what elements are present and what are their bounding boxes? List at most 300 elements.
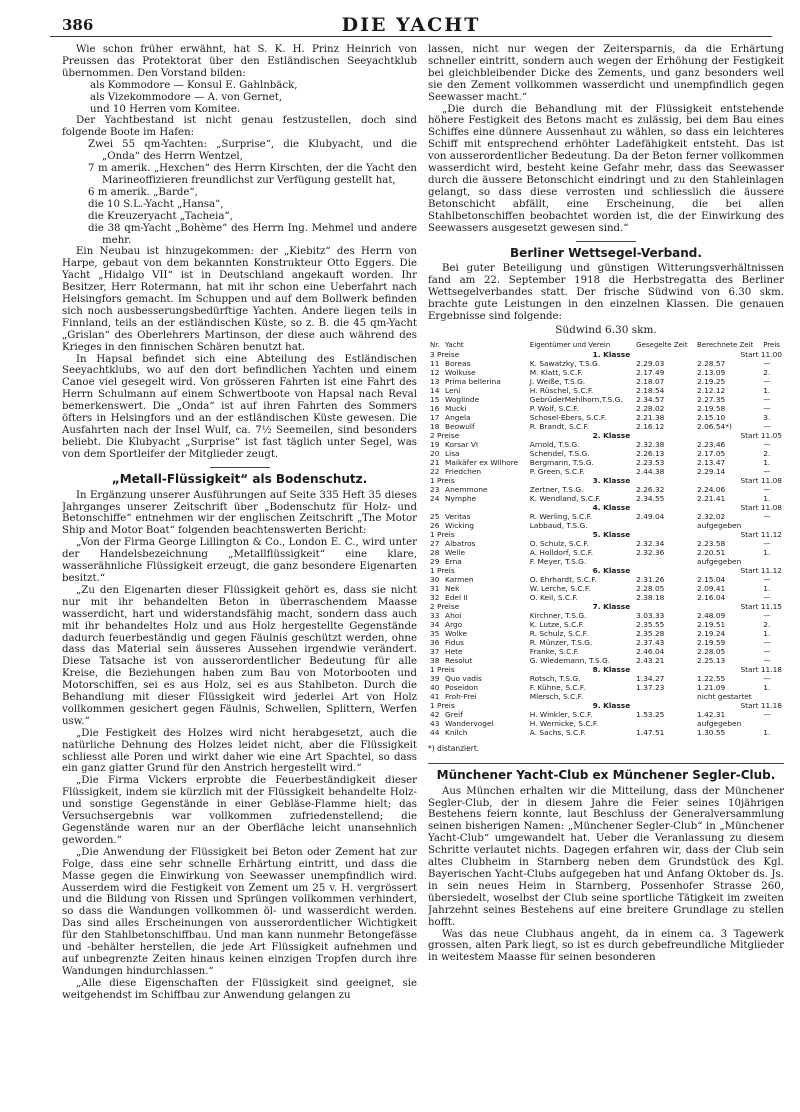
table-cell: W. Lerche, S.C.F. bbox=[529, 583, 591, 593]
table-cell: 2.35.55 bbox=[636, 619, 665, 629]
table-cell: 1.37.23 bbox=[636, 682, 665, 692]
table-cell: — bbox=[763, 394, 771, 404]
table-cell: Angela bbox=[445, 412, 471, 422]
table-cell: Zertner, T.S.G. bbox=[529, 484, 584, 494]
table-cell: 2.32.34 bbox=[636, 538, 665, 548]
article-paragraph: „Alle diese Eigenschaften der Flüssigkeit sind geeignet, sie weitgehendst im Schiffbau zur Anwendung gelangen zu bbox=[62, 977, 417, 1001]
table-cell: R. Brandt, S.C.F. bbox=[529, 421, 589, 431]
table-cell: 2.38.18 bbox=[636, 592, 665, 602]
table-cell: Lisa bbox=[445, 448, 460, 458]
table-cell: — bbox=[763, 403, 771, 413]
table-cell: 2.21.41 bbox=[697, 493, 726, 503]
table-cell: 1. bbox=[763, 385, 771, 395]
table-row bbox=[428, 620, 784, 629]
table-cell: Prima bellerina bbox=[445, 376, 501, 386]
table-row bbox=[428, 692, 784, 701]
table-cell: 2.43.21 bbox=[636, 655, 665, 665]
table-cell: 30 bbox=[430, 574, 440, 584]
table-cell: 2.13.09 bbox=[697, 367, 726, 377]
table-row bbox=[428, 710, 784, 719]
class-start: Start 11.18 bbox=[740, 700, 782, 710]
table-cell: Beowulf bbox=[445, 421, 475, 431]
table-cell: 2.19.25 bbox=[697, 376, 726, 386]
table-cell: 21 bbox=[430, 457, 440, 467]
table-cell: Welle bbox=[445, 547, 466, 557]
body-paragraph: Aus München erhalten wir die Mitteilung, dass der Münchener Segler-Club, der in diesem Jahre die Feier seines 10jährigen Bestehens feiern konnte, laut Beschluss der Generalversammlung seinen bisherigen Namen: „Münchener Segler-Club“ in „Münchener Yacht-Club“ umgewandelt hat. Ueber die Veranlassung zu diesem Schritte verlautet nichts. Dagegen erfahren wir, dass der Club sein altes Clubheim in Starnberg neben dem Grundstück des Kgl. Bayerischen Yacht-Clubs aufgegeben hat und Anfang Oktober ds. Js. in sein neues Heim in Starnberg, Possenhofer Strasse 260, übersiedelt, woselbst der Club seine sportliche Tätigkeit im zweiten Jahrzehnt seines Bestehens auf eine breitere Grundlage zu stellen hofft. bbox=[428, 785, 784, 928]
table-cell: 18 bbox=[430, 421, 440, 431]
class-label: 6. Klasse bbox=[592, 565, 631, 575]
section-divider bbox=[210, 467, 270, 468]
class-prizes: 1 Preis bbox=[430, 475, 455, 485]
table-cell: 2.23.53 bbox=[636, 457, 665, 467]
table-cell: 1.42.31 bbox=[697, 709, 726, 719]
table-cell: — bbox=[763, 709, 771, 719]
footnote: *) distanziert. bbox=[428, 743, 480, 753]
table-cell: 17 bbox=[430, 412, 440, 422]
table-row bbox=[428, 638, 784, 647]
table-cell: Maikäfer ex Wilhore bbox=[445, 457, 519, 467]
class-header-row bbox=[428, 701, 784, 710]
table-cell: 2.23.58 bbox=[697, 538, 726, 548]
table-row bbox=[428, 359, 784, 368]
table-cell: 2.18.54 bbox=[636, 385, 665, 395]
table-cell: 1. bbox=[763, 547, 771, 557]
fleet-item: 7 m amerik. „Hexchen“ des Herrn Kirschten, der die Yacht den Marineoffizieren freundlichst zur Verfügung gestellt hat, bbox=[88, 163, 417, 186]
table-cell: 2.18.07 bbox=[636, 376, 665, 386]
table-cell: 1. bbox=[763, 457, 771, 467]
table-cell: H. Winkler, S.C.F. bbox=[529, 709, 593, 719]
table-cell: 1.34.27 bbox=[636, 673, 665, 683]
table-cell: 16 bbox=[430, 403, 440, 413]
class-label: 1. Klasse bbox=[592, 349, 631, 359]
table-cell: Nek bbox=[445, 583, 460, 593]
table-cell: 24 bbox=[430, 493, 440, 503]
table-cell: 2.28.05 bbox=[636, 583, 665, 593]
class-prizes: 2 Preise bbox=[430, 430, 460, 440]
table-cell: 2.20.51 bbox=[697, 547, 726, 557]
table-cell: 2.37.43 bbox=[636, 637, 665, 647]
club-heading: Münchener Yacht-Club ex Münchener Segler-Club. bbox=[436, 767, 776, 782]
table-cell: Boreas bbox=[445, 358, 471, 368]
table-cell: Veritas bbox=[445, 511, 471, 521]
table-cell: 1. bbox=[763, 583, 771, 593]
table-row bbox=[428, 674, 784, 683]
table-cell: Wolkuse bbox=[445, 367, 476, 377]
table-cell: R. Schulz, S.C.F. bbox=[529, 628, 589, 638]
table-cell bbox=[634, 521, 695, 530]
table-cell: 35 bbox=[430, 628, 440, 638]
table-cell: 2.17.49 bbox=[636, 367, 665, 377]
table-cell: GebrüderMehlhorn,T.S.G. bbox=[529, 394, 623, 404]
table-cell: 1.21.09 bbox=[697, 682, 726, 692]
class-label: 3. Klasse bbox=[592, 475, 631, 485]
table-cell: 2.28.05 bbox=[697, 646, 726, 656]
table-row bbox=[428, 485, 784, 494]
class-start: Start 11.08 bbox=[740, 502, 782, 512]
table-cell: Argo bbox=[445, 619, 463, 629]
table-cell: 42 bbox=[430, 709, 440, 719]
article-paragraph: In Ergänzung unserer Ausführungen auf Seite 335 Heft 35 dieses Jahrganges unserer Zeitschrift über „Bodenschutz für Holz- und Betonschiffe“ entnehmen wir der englischen Zeitschrift „The Motor Ship and Motor Boat“ folgenden beachtenswerten Bericht: bbox=[62, 489, 417, 537]
col-header: Eigentümer und Verein bbox=[529, 340, 611, 349]
class-label: 5. Klasse bbox=[592, 529, 631, 539]
table-cell: Poseidon bbox=[445, 682, 479, 692]
table-cell: Schendel, T.S.G. bbox=[529, 448, 590, 458]
table-cell: 26 bbox=[430, 520, 440, 530]
page-header bbox=[50, 12, 772, 38]
table-cell: 15 bbox=[430, 394, 440, 404]
regatta-heading: Berliner Wettsegel-Verband. bbox=[510, 245, 702, 260]
table-cell: R. Münzer, T.S.G. bbox=[529, 637, 593, 647]
table-row bbox=[428, 377, 784, 386]
table-cell: 2. bbox=[763, 619, 771, 629]
class-header-row bbox=[428, 566, 784, 575]
table-cell: K. Wendland, S.C.F. bbox=[529, 493, 601, 503]
table-cell: 43 bbox=[430, 718, 440, 728]
table-cell: 2.19.59 bbox=[697, 637, 726, 647]
class-prizes: 1 Preis bbox=[430, 565, 455, 575]
table-cell: Quo vadis bbox=[445, 673, 482, 683]
table-cell: 2.25.13 bbox=[697, 655, 726, 665]
fleet-item: die Kreuzeryacht „Tacheia“, bbox=[88, 210, 233, 222]
table-cell: 2.19.24 bbox=[697, 628, 726, 638]
table-cell: aufgegeben bbox=[697, 718, 742, 728]
table-cell: 1.53.25 bbox=[636, 709, 665, 719]
table-row bbox=[428, 449, 784, 458]
table-cell: Wicking bbox=[445, 520, 475, 530]
table-cell: 2.35.28 bbox=[636, 628, 665, 638]
table-cell: 2.27.35 bbox=[697, 394, 726, 404]
left-column bbox=[62, 44, 417, 1104]
table-cell: 2.26.32 bbox=[636, 484, 665, 494]
article-heading: „Metall-Flüssigkeit“ als Bodenschutz. bbox=[111, 471, 368, 486]
article-paragraph: „Die Anwendung der Flüssigkeit bei Beton oder Zement hat zur Folge, dass eine sehr schnelle Erhärtung eintritt, und dass die Masse gegen die Einwirkung von Seewasser unempfindlich wird. Ausserdem wird die Festigkeit von Zement um 25 v. H. vergrössert und die Bildung von Rissen und Sprüngen vollkommen verhindert, so dass die Wandungen vollkommen öl- und wasserdicht werden. Das sind alles Erscheinungen von ausserordentlicher Wichtigkeit für den Stahlbetonschiffbau. Und man kann nunmehr Betongefässe und -behälter herstellen, die jede Art Flüssigkeit aufnehmen und auf unbegrenzte Zeiten hinaus keinen einzigen Tropfen durch ihre Wandungen hindurchlassen.“ bbox=[62, 846, 417, 977]
table-cell: 2. bbox=[763, 448, 771, 458]
table-cell: F. Meyer, T.S.G. bbox=[529, 556, 587, 566]
table-row bbox=[428, 656, 784, 665]
table-cell: Albatros bbox=[445, 538, 476, 548]
header-rule bbox=[50, 36, 772, 37]
table-cell: 40 bbox=[430, 682, 440, 692]
table-cell: 2.23.46 bbox=[697, 439, 726, 449]
table-row bbox=[428, 683, 784, 692]
col-header: Berechnete Zeit bbox=[697, 340, 754, 349]
table-cell: 2. bbox=[763, 367, 771, 377]
journal-title: DIE YACHT bbox=[341, 14, 481, 36]
class-header-row bbox=[428, 503, 784, 512]
table-cell: nicht gestartet bbox=[697, 691, 752, 701]
table-row bbox=[428, 494, 784, 503]
table-cell: — bbox=[763, 592, 771, 602]
table-cell: G. Wiedemann, T.S.G. bbox=[529, 655, 611, 665]
table-cell: 1.47.51 bbox=[636, 727, 665, 737]
table-cell: Resolut bbox=[445, 655, 473, 665]
table-cell: 2.46.04 bbox=[636, 646, 665, 656]
table-cell: 37 bbox=[430, 646, 440, 656]
class-header-row bbox=[428, 350, 784, 359]
table-cell: — bbox=[763, 484, 771, 494]
col-header: Preis bbox=[763, 340, 780, 349]
table-cell: O. Keil, S.C.F. bbox=[529, 592, 578, 602]
table-row bbox=[428, 413, 784, 422]
class-start: Start 11.05 bbox=[740, 430, 782, 440]
class-prizes: 1 Preis bbox=[430, 700, 455, 710]
table-row bbox=[428, 386, 784, 395]
table-row bbox=[428, 404, 784, 413]
table-row bbox=[428, 557, 784, 566]
table-cell bbox=[634, 692, 695, 701]
table-row bbox=[428, 512, 784, 521]
table-cell: aufgegeben bbox=[697, 520, 742, 530]
class-label: 2. Klasse bbox=[592, 430, 631, 440]
class-label: 8. Klasse bbox=[592, 664, 631, 674]
fleet-item: die 10 S.L.-Yacht „Hansa“, bbox=[88, 198, 224, 210]
table-cell: 2.17.05 bbox=[697, 448, 726, 458]
table-cell: 2.31.26 bbox=[636, 574, 665, 584]
fleet-item: die 38 qm-Yacht „Bohème“ des Herrn Ing. Mehmel und andere mehr. bbox=[88, 222, 417, 246]
table-cell: 2.32.02 bbox=[697, 511, 726, 521]
body-paragraph: In Hapsal befindet sich eine Abteilung des Estländischen Seeyachtklubs, wo auf den dort befindlichen Yachten und einem Canoe viel gesegelt wird. Von grösseren Fahrten ist eine Fahrt des Herrn Schulmann auf einem Schwertboote von Hapsal nach Reval bemerkenswert. Die „Onda“ ist auf ihren Fahrten des Sommers öfters in Helsingfors und an der estländischen Küste gewesen. Die Ausfahrten nach der Insel Wulf, ca. 7½ Seemeilen, sind besonders beliebt. Die Klubyacht „Surprise“ ist fast täglich unter Segel, was von dem Sportleifer der Mitglieder zeugt. bbox=[62, 353, 417, 460]
table-cell: H. Wernicke, S.C.F. bbox=[529, 718, 599, 728]
table-cell: 31 bbox=[430, 583, 440, 593]
table-cell: 2.49.04 bbox=[636, 511, 665, 521]
fleet-item: Zwei 55 qm-Yachten: „Surprise“, die Klubyacht, und die „Onda“ des Herrn Wentzel, bbox=[88, 139, 417, 163]
table-cell: 23 bbox=[430, 484, 440, 494]
table-cell: 2.21.38 bbox=[636, 412, 665, 422]
class-prizes: 2 Preise bbox=[430, 601, 460, 611]
table-cell: H. Rüschel, S.C.F. bbox=[529, 385, 594, 395]
class-start: Start 11.08 bbox=[740, 475, 782, 485]
table-cell: 1. bbox=[763, 682, 771, 692]
results-body bbox=[428, 350, 784, 737]
table-cell bbox=[761, 521, 784, 530]
table-cell: 2.13.47 bbox=[697, 457, 726, 467]
table-cell: Miersch, S.C.F. bbox=[529, 691, 584, 701]
table-cell: 33 bbox=[430, 610, 440, 620]
table-cell: P. Wolf, S.C.F. bbox=[529, 403, 579, 413]
table-cell: 1.30.55 bbox=[697, 727, 726, 737]
class-start: Start 11.15 bbox=[740, 601, 782, 611]
table-row bbox=[428, 584, 784, 593]
table-cell: Korsar VI bbox=[445, 439, 479, 449]
article-paragraph: „Von der Firma George Lillington & Co., London E. C., wird unter der Handelsbezeichnung „Metallflüssigkeit“ eine klare, wasserähnliche Flüssigkeit erzeugt, die ganz besondere Eigenarten besitzt.“ bbox=[62, 537, 417, 584]
table-row bbox=[428, 539, 784, 548]
class-header-row bbox=[428, 602, 784, 611]
table-cell: — bbox=[763, 421, 771, 431]
table-cell: Fidus bbox=[445, 637, 465, 647]
table-row bbox=[428, 395, 784, 404]
table-cell: 22 bbox=[430, 466, 440, 476]
table-cell: Labbaud, T.S.G. bbox=[529, 520, 588, 530]
table-cell: R. Werling, S.C.F. bbox=[529, 511, 592, 521]
results-header-row bbox=[428, 341, 784, 350]
page-number: 386 bbox=[62, 16, 94, 34]
class-start: Start 11.12 bbox=[740, 529, 782, 539]
table-row bbox=[428, 458, 784, 467]
fleet-item: 6 m amerik. „Barde“, bbox=[88, 186, 198, 198]
table-cell: 3. bbox=[763, 412, 771, 422]
table-cell: Franke, S.C.F. bbox=[529, 646, 579, 656]
table-cell: 2.44.38 bbox=[636, 466, 665, 476]
table-cell: Woglinde bbox=[445, 394, 480, 404]
table-cell: Bergmann, T.S.G. bbox=[529, 457, 594, 467]
table-row bbox=[428, 611, 784, 620]
table-cell: P. Green, S.C.F. bbox=[529, 466, 585, 476]
table-cell: 34 bbox=[430, 619, 440, 629]
table-cell: 1. bbox=[763, 628, 771, 638]
table-cell: Edel II bbox=[445, 592, 468, 602]
table-cell: 2.29.14 bbox=[697, 466, 726, 476]
table-cell: — bbox=[763, 466, 771, 476]
board-line: als Kommodore — Konsul E. Gahlnbäck, bbox=[90, 79, 298, 91]
table-cell: Knilch bbox=[445, 727, 468, 737]
table-cell: 41 bbox=[430, 691, 440, 701]
table-cell: 2.06.54*) bbox=[697, 421, 732, 431]
table-cell: — bbox=[763, 655, 771, 665]
article-paragraph: „Die Firma Vickers erprobte die Feuerbeständigkeit dieser Flüssigkeit, indem sie kürzlich mit der Flüssigkeit behandelte Holz- und sonstige Gegenstände in einer Gebläse-Flamme hielt; das Versuchsergebnis war vollkommen zufriedenstellend; die Gegenstände waren nur an der Oberfläche leicht unansehnlich geworden.“ bbox=[62, 775, 417, 846]
table-cell: Hete bbox=[445, 646, 463, 656]
table-cell: 2.48.09 bbox=[697, 610, 726, 620]
section-divider bbox=[576, 241, 636, 242]
table-cell: 2.16.04 bbox=[697, 592, 726, 602]
table-cell: 20 bbox=[430, 448, 440, 458]
table-row bbox=[428, 593, 784, 602]
table-row bbox=[428, 629, 784, 638]
table-cell: — bbox=[763, 673, 771, 683]
table-cell: 2.32.36 bbox=[636, 547, 665, 557]
table-cell: O. Schulz, S.C.F. bbox=[529, 538, 589, 548]
table-cell: Wolke bbox=[445, 628, 468, 638]
table-cell bbox=[761, 557, 784, 566]
continued-paragraph: lassen, nicht nur wegen der Zeitersparnis, da die Erhärtung schneller eintritt, sondern auch wegen der Erhöhung der Festigkeit bei gleichbleibender Dicke des Zements, und ganz besonders weil sie den Zement vollkommen wasserdicht und unempfindlich gegen Seewasser macht.“ bbox=[428, 44, 784, 103]
table-cell: 2.28.02 bbox=[636, 403, 665, 413]
body-paragraph: Ein Neubau ist hinzugekommen: der „Kiebitz“ des Herrn von Harpe, gebaut von dem bekannten Konstrukteur Otto Eggers. Die Yacht „Hidalgo VII“ ist in Deutschland angekauft worden. Ihr Besitzer, Herr Rotermann, hat mit ihr schon eine Ueberfahrt nach Helsingfors gemacht. Im Schuppen und auf dem Bollwerk befinden sich noch ausbesserungsbedürftige Yachten. Andere liegen teils in Finnland, teils an der estländischen Küste, so z. B. die 45 qm-Yacht „Grislan“ des Oberlehrers Martinson, der diese auch während des Krieges in den finnischen Schären benutzt hat. bbox=[62, 246, 417, 353]
table-cell: Nymphe bbox=[445, 493, 477, 503]
table-cell: — bbox=[763, 376, 771, 386]
class-label: 7. Klasse bbox=[592, 601, 631, 611]
col-header: Nr. bbox=[430, 340, 440, 349]
table-cell: 2.15.04 bbox=[697, 574, 726, 584]
table-row bbox=[428, 521, 784, 530]
table-cell: 2.34.55 bbox=[636, 493, 665, 503]
class-start: Start 11.18 bbox=[740, 664, 782, 674]
table-row bbox=[428, 467, 784, 476]
intro-paragraph: Wie schon früher erwähnt, hat S. K. H. Prinz Heinrich von Preussen das Protektorat über den Estländischen Seeyachtklub übernommen. Den Vorstand bilden: bbox=[62, 44, 417, 79]
class-header-row bbox=[428, 530, 784, 539]
section-divider bbox=[428, 763, 784, 764]
fleet-intro: Der Yachtbestand ist nicht genau festzustellen, doch sind folgende Boote im Hafen: bbox=[62, 115, 417, 139]
class-start: Start 11.00 bbox=[740, 349, 782, 359]
table-cell: A. Holldorf, S.C.F. bbox=[529, 547, 594, 557]
class-prizes: 1 Preis bbox=[430, 529, 455, 539]
col-header: Yacht bbox=[445, 340, 464, 349]
table-cell: 2.24.06 bbox=[697, 484, 726, 494]
table-row bbox=[428, 368, 784, 377]
table-cell: Arnold, T.S.G. bbox=[529, 439, 580, 449]
table-row bbox=[428, 422, 784, 431]
table-cell bbox=[761, 692, 784, 701]
table-cell: — bbox=[763, 646, 771, 656]
table-cell: M. Klatt, S.C.F. bbox=[529, 367, 583, 377]
table-cell: — bbox=[763, 574, 771, 584]
table-row bbox=[428, 647, 784, 656]
table-cell: Wandervogel bbox=[445, 718, 494, 728]
table-cell bbox=[761, 719, 784, 728]
table-row bbox=[428, 728, 784, 737]
class-prizes bbox=[428, 503, 528, 512]
table-cell: 2.34.57 bbox=[636, 394, 665, 404]
table-cell: 2.15.10 bbox=[697, 412, 726, 422]
col-header: Gesegelte Zeit bbox=[636, 340, 688, 349]
table-cell: 1. bbox=[763, 727, 771, 737]
table-cell: Greif bbox=[445, 709, 463, 719]
table-cell: Karmen bbox=[445, 574, 474, 584]
table-cell: Schosel-Ebers, S.C.F. bbox=[529, 412, 607, 422]
board-line: und 10 Herren vom Komitee. bbox=[90, 103, 241, 115]
class-start: Start 11.12 bbox=[740, 565, 782, 575]
table-cell: Erna bbox=[445, 556, 462, 566]
table-cell: 14 bbox=[430, 385, 440, 395]
table-cell: 2.09.41 bbox=[697, 583, 726, 593]
table-cell: 29 bbox=[430, 556, 440, 566]
table-cell: aufgegeben bbox=[697, 556, 742, 566]
table-cell: 2.29.03 bbox=[636, 358, 665, 368]
table-cell: Mucki bbox=[445, 403, 467, 413]
table-cell: 2.32.38 bbox=[636, 439, 665, 449]
table-cell: 36 bbox=[430, 637, 440, 647]
table-cell: 44 bbox=[430, 727, 440, 737]
table-cell: — bbox=[763, 511, 771, 521]
table-cell: Froh-Frei bbox=[445, 691, 477, 701]
table-row bbox=[428, 548, 784, 557]
table-row bbox=[428, 719, 784, 728]
table-cell: 2.26.13 bbox=[636, 448, 665, 458]
right-column bbox=[428, 44, 784, 1104]
table-cell: 38 bbox=[430, 655, 440, 665]
class-header-row bbox=[428, 431, 784, 440]
table-cell: 2.19.51 bbox=[697, 619, 726, 629]
table-cell: 11 bbox=[430, 358, 440, 368]
table-cell: F. Kühne, S.C.F. bbox=[529, 682, 586, 692]
table-cell: J. Weiße, T.S.G. bbox=[529, 376, 586, 386]
class-header-row bbox=[428, 476, 784, 485]
table-cell: Friedchen bbox=[445, 466, 482, 476]
table-cell: 19 bbox=[430, 439, 440, 449]
table-cell: 2.16.12 bbox=[636, 421, 665, 431]
table-cell: 2.19.58 bbox=[697, 403, 726, 413]
results-table bbox=[428, 341, 784, 737]
class-label: 4. Klasse bbox=[592, 502, 631, 512]
wind-line: Südwind 6.30 skm. bbox=[555, 323, 657, 336]
table-cell: 12 bbox=[430, 367, 440, 377]
body-paragraph: Was das neue Clubhaus angeht, da in einem ca. 3 Tagewerk grossen, alten Park liegt, so ist es durch gebefreundliche Mitglieder in weitestem Maasse für seinen besonderen bbox=[428, 928, 784, 964]
table-cell: 1.22.55 bbox=[697, 673, 726, 683]
table-cell: 32 bbox=[430, 592, 440, 602]
class-label: 9. Klasse bbox=[592, 700, 631, 710]
table-cell: 27 bbox=[430, 538, 440, 548]
table-cell: 3.03.33 bbox=[636, 610, 665, 620]
table-cell: 2.28.57 bbox=[697, 358, 726, 368]
table-cell: 13 bbox=[430, 376, 440, 386]
regatta-intro: Bei guter Beteiligung und günstigen Witterungsverhältnissen fand am 22. September 1918 die Herbstregatta des Berliner Wettsegelverbandes statt. Der frische Südwind von 6.30 skm. brachte gute Leistungen in den einzelnen Klassen. Die genauen Ergebnisse sind folgende: bbox=[428, 263, 784, 323]
table-cell: 28 bbox=[430, 547, 440, 557]
board-line: als Vizekommodore — A. von Gernet, bbox=[90, 91, 283, 103]
table-cell: — bbox=[763, 358, 771, 368]
table-cell: Anemmone bbox=[445, 484, 488, 494]
table-cell: 25 bbox=[430, 511, 440, 521]
table-cell: A. Sachs, S.C.F. bbox=[529, 727, 586, 737]
table-cell bbox=[634, 557, 695, 566]
table-cell: 1. bbox=[763, 493, 771, 503]
